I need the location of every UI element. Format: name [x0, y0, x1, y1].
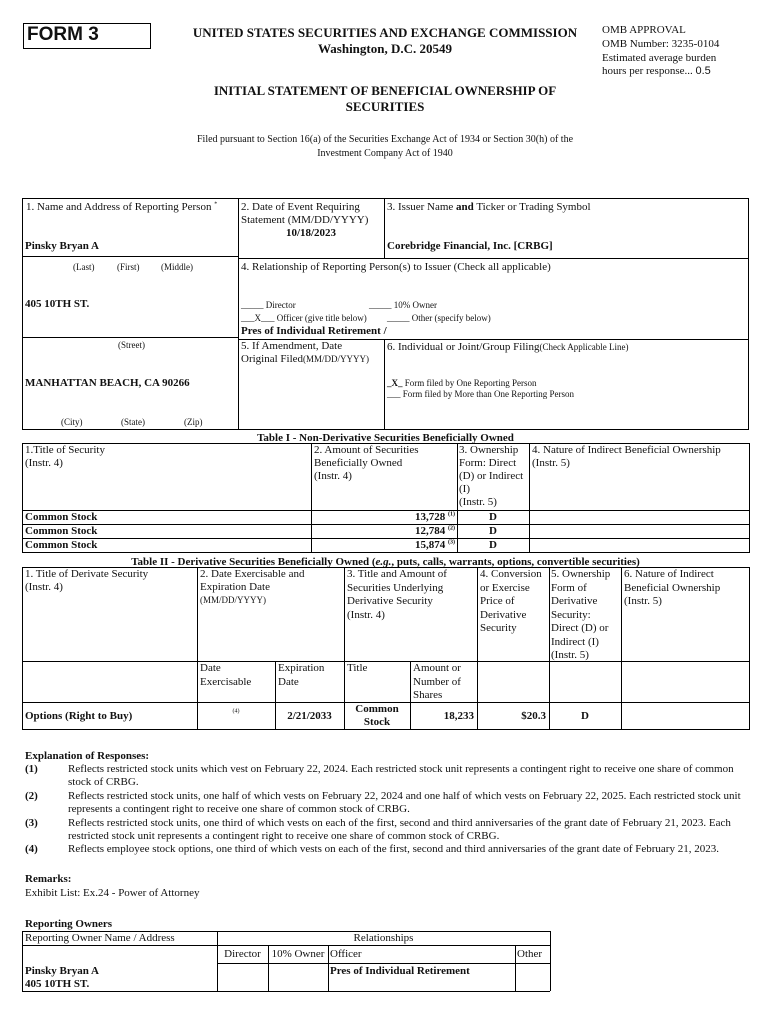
- middle-label: (Middle): [161, 262, 193, 272]
- owner-address: 405 10TH ST.: [25, 978, 90, 990]
- form-title-line-2: SECURITIES: [345, 99, 425, 114]
- box3-label: 3. Issuer Name and Ticker or Trading Symbol: [387, 201, 591, 213]
- t2-sub-date-exercisable: Date Exercisable: [200, 662, 252, 688]
- filing-one-person: _X_ Form filed by One Reporting Person: [387, 378, 537, 388]
- explanation-num-1: (1): [25, 763, 38, 775]
- reporting-person-section: [22, 198, 749, 430]
- t2-row-title: Options (Right to Buy): [25, 710, 133, 722]
- t2-sub-title: Title: [347, 662, 368, 674]
- t2-col5-header: 5. Ownership Form of Derivative Security: Direct (D) or Indirect (I) (Instr. 5): [551, 568, 611, 661]
- box2-label-line-1: 2. Date of Event Requiring: [241, 201, 360, 213]
- owners-col-other: Other: [517, 948, 543, 960]
- owners-col-relationships: Relationships: [353, 932, 414, 944]
- explanation-text-2: Reflects restricted stock units, one half of which vests on February 22, 2024 and one half of which vests on February 22, 2025. Each restricted stock unit represents a contingent right to receive one share of common stock of CRBG.: [68, 790, 741, 815]
- box1-label: 1. Name and Address of Reporting Person *: [26, 201, 218, 213]
- street-label: (Street): [118, 340, 145, 350]
- t2-col2-header: 2. Date Exercisable and Expiration Date (MM/DD/YYYY): [200, 568, 305, 605]
- box6-label: 6. Individual or Joint/Group Filing(Check Applicable Line): [387, 341, 629, 353]
- table1-title: Table I - Non-Derivative Securities Beneficially Owned: [257, 432, 514, 444]
- t1-row2-title: Common Stock: [25, 525, 98, 537]
- t1-col3-header: 3. Ownership Form: Direct (D) or Indirect (I) (Instr. 5): [459, 444, 524, 508]
- owners-col-officer: Officer: [330, 948, 362, 960]
- filed-pursuant-line-2: Investment Company Act of 1940: [317, 148, 453, 159]
- form-label: FORM 3: [27, 24, 99, 45]
- owners-col-ten-pct: 10% Owner: [271, 948, 325, 960]
- officer-title: Pres of Individual Retirement /: [241, 325, 387, 337]
- filed-pursuant-line-1: Filed pursuant to Section 16(a) of the Securities Exchange Act of 1934 or Section 30(h) of the: [196, 134, 574, 145]
- t1-col2-header: 2. Amount of Securities Beneficially Owned (Instr. 4): [314, 444, 419, 482]
- t2-col6-header: 6. Nature of Indirect Beneficial Ownership (Instr. 5): [624, 568, 721, 607]
- t2-row-underlying-title: Common Stock: [355, 703, 399, 728]
- first-label: (First): [117, 262, 140, 272]
- t2-sub-expiration: Expiration Date: [278, 662, 325, 688]
- owners-col-name: Reporting Owner Name / Address: [25, 932, 175, 944]
- explanation-heading: Explanation of Responses:: [25, 750, 150, 762]
- director-checkbox: _____ Director: [241, 300, 296, 310]
- agency-name: UNITED STATES SECURITIES AND EXCHANGE COMMISSION: [192, 25, 578, 40]
- t1-row1-form: D: [489, 511, 497, 523]
- ten-percent-owner-checkbox: _____ 10% Owner: [369, 300, 437, 310]
- explanation-num-3: (3): [25, 817, 38, 829]
- t2-row-exercisable: (4): [232, 708, 240, 715]
- t2-row-amount: 18,233: [443, 710, 474, 722]
- t1-col4-header: 4. Nature of Indirect Beneficial Ownership (Instr. 5): [532, 444, 721, 469]
- box5-label-line-2: Original Filed(MM/DD/YYYY): [241, 353, 370, 365]
- reporting-person-name: Pinsky Bryan A: [25, 240, 99, 252]
- t2-row-form: D: [581, 710, 589, 722]
- issuer-name: Corebridge Financial, Inc. [CRBG]: [387, 240, 553, 252]
- t2-col4-header: 4. Conversion or Exercise Price of Derivative Security: [480, 568, 542, 634]
- t1-row3-form: D: [489, 539, 497, 551]
- box2-label-line-2: Statement (MM/DD/YYYY): [241, 214, 369, 226]
- t1-row1-title: Common Stock: [25, 511, 98, 523]
- t2-row-price: $20.3: [521, 710, 546, 722]
- city-label: (City): [61, 417, 83, 427]
- explanation-text-4: Reflects employee stock options, one third of which vests on each of the first, second and third anniversaries of the grant date of February 21, 2023.: [68, 843, 719, 855]
- other-checkbox: _____ Other (specify below): [387, 313, 491, 323]
- t2-row-expiration: 2/21/2033: [287, 710, 332, 722]
- owner-officer-title: Pres of Individual Retirement: [330, 965, 470, 977]
- t1-row2-form: D: [489, 525, 497, 537]
- city-value: MANHATTAN BEACH, CA 90266: [25, 377, 190, 389]
- t2-col1-header: 1. Title of Derivate Security (Instr. 4): [25, 568, 149, 593]
- omb-burden-line-2: [602, 65, 711, 77]
- remarks-heading: Remarks:: [25, 873, 72, 885]
- explanation-num-4: (4): [25, 843, 38, 855]
- box5-label-line-1: 5. If Amendment, Date: [241, 340, 343, 352]
- explanation-num-2: (2): [25, 790, 38, 802]
- officer-checkbox: ___X___ Officer (give title below): [241, 313, 367, 323]
- last-label: (Last): [73, 262, 95, 272]
- omb-approval-title: OMB APPROVAL: [602, 24, 686, 36]
- t2-sub-amount: Amount or Number of Shares: [413, 662, 461, 701]
- t1-row2-amount: 12,784 $^{(2)}$: [415, 525, 455, 537]
- omb-number: OMB Number: 3235-0104: [602, 38, 720, 50]
- event-date: 10/18/2023: [285, 227, 337, 239]
- omb-burden-label: hours per response...: [602, 65, 693, 77]
- owners-col-director: Director: [224, 948, 261, 960]
- remarks-text: Exhibit List: Ex.24 - Power of Attorney: [25, 887, 200, 899]
- box4-label: 4. Relationship of Reporting Person(s) to Issuer (Check all applicable): [241, 261, 551, 273]
- explanation-text-3: Reflects restricted stock units, one third of which vests on each of the first, second and third anniversaries of the grant date of February 21, 2023. Each restricted stock unit represents a contingent right to receive one share of common stock of CRBG.: [68, 817, 731, 842]
- reporting-owners-heading: Reporting Owners: [25, 918, 113, 930]
- table2-title: Table II - Derivative Securities Beneficially Owned (e.g., puts, calls, warrants, options, convertible securities): [131, 556, 640, 568]
- t2-col3-header: 3. Title and Amount of Securities Underlying Derivative Security (Instr. 4): [347, 568, 447, 621]
- filing-more-persons: ___ Form filed by More than One Reporting Person: [387, 389, 574, 399]
- t1-row3-title: Common Stock: [25, 539, 98, 551]
- state-label: (State): [121, 417, 145, 427]
- explanation-text-1: Reflects restricted stock units which vest on February 22, 2024. Each restricted stock unit represents a contingent right to receive one share of common stock of CRBG.: [68, 763, 734, 788]
- t1-row1-amount: 13,728 $^{(1)}$: [415, 511, 455, 523]
- t1-col1-header: 1.Title of Security (Instr. 4): [25, 444, 105, 469]
- omb-burden-value: 0.5: [695, 65, 711, 77]
- street-value: 405 10TH ST.: [25, 298, 90, 310]
- omb-burden-line-1: Estimated average burden: [602, 52, 717, 64]
- form-title-line-1: INITIAL STATEMENT OF BENEFICIAL OWNERSHIP OF: [213, 83, 557, 98]
- agency-city: Washington, D.C. 20549: [318, 41, 452, 56]
- zip-label: (Zip): [184, 417, 203, 427]
- t1-row3-amount: 15,874 $^{(3)}$: [415, 539, 455, 551]
- owner-name: Pinsky Bryan A: [25, 965, 99, 977]
